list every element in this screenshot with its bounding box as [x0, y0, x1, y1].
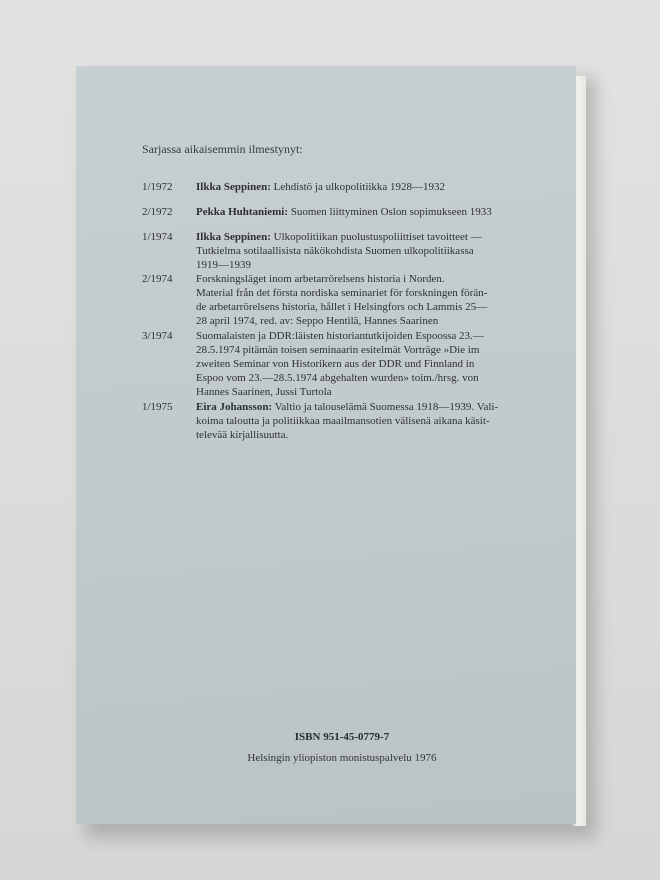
entry-number: 1/1975 — [142, 401, 173, 413]
entry-line: Hannes Saarinen, Jussi Turtola — [196, 386, 332, 398]
entry-line: Forskningsläget inom arbetarrörelsens historia i Norden. — [196, 273, 445, 285]
entry-line: televää kirjallisuutta. — [196, 429, 289, 441]
entry-text — [196, 180, 542, 194]
entry-author: Ilkka Seppinen: — [196, 181, 271, 193]
entry-author: Ilkka Seppinen: — [196, 231, 271, 243]
entry-text — [196, 230, 542, 272]
publisher: Helsingin yliopiston monistuspalvelu 1976 — [247, 752, 437, 764]
entry-line: Ulkopolitiikan puolustuspoliittiset tavoitteet — — [273, 231, 482, 243]
entry-line: Suomalaisten ja DDR:läisten historiantutkijoiden Espoossa 23.— — [196, 330, 484, 342]
entry-author: Pekka Huhtaniemi: — [196, 206, 288, 218]
entry-line: Material från det första nordiska seminariet för forskningen förän- — [196, 287, 488, 299]
entry-author: Eira Johansson: — [196, 401, 273, 413]
entry-text — [196, 400, 542, 442]
entry-number: 3/1974 — [142, 330, 173, 342]
entry-line-wrap — [196, 230, 542, 244]
entry-line: de arbetarrörelsens historia, hållet i Helsingfors och Lammis 25— — [196, 301, 488, 313]
entry-number: 1/1972 — [142, 181, 173, 193]
entry-number: 2/1974 — [142, 273, 173, 285]
series-heading: Sarjassa aikaisemmin ilmestynyt: — [142, 142, 303, 156]
entry-line: Espoo vom 23.—28.5.1974 abgehalten wurden» toim./hrsg. von — [196, 372, 479, 384]
entry-line: 1919—1939 — [196, 259, 251, 271]
entry-line: 28 april 1974, red. av: Seppo Hentilä, Hannes Saarinen — [196, 315, 439, 327]
entry-line: Suomen liittyminen Oslon sopimukseen 1933 — [290, 206, 492, 218]
entry-line: koima taloutta ja politiikkaa maailmansotien välisenä aikana käsit- — [196, 415, 490, 427]
entry-number: 1/1974 — [142, 231, 173, 243]
entry-line: zweiten Seminar von Historikern aus der DDR und Finnland in — [196, 358, 475, 370]
entry-text — [196, 205, 542, 219]
entry-text — [196, 329, 542, 399]
entry-text — [196, 272, 542, 328]
entry-line: Lehdistö ja ulkopolitiikka 1928—1932 — [273, 181, 446, 193]
entry-line: Valtio ja talouselämä Suomessa 1918—1939. Vali- — [274, 401, 499, 413]
entry-number: 2/1972 — [142, 206, 173, 218]
entry-line-wrap — [196, 400, 542, 414]
entry-line: Tutkielma sotilaallisista näkökohdista Suomen ulkopolitiikassa — [196, 245, 474, 257]
entry-line: 28.5.1974 pitämän toisen seminaarin esitelmät Vorträge »Die im — [196, 344, 480, 356]
isbn: ISBN 951-45-0779-7 — [294, 731, 390, 743]
